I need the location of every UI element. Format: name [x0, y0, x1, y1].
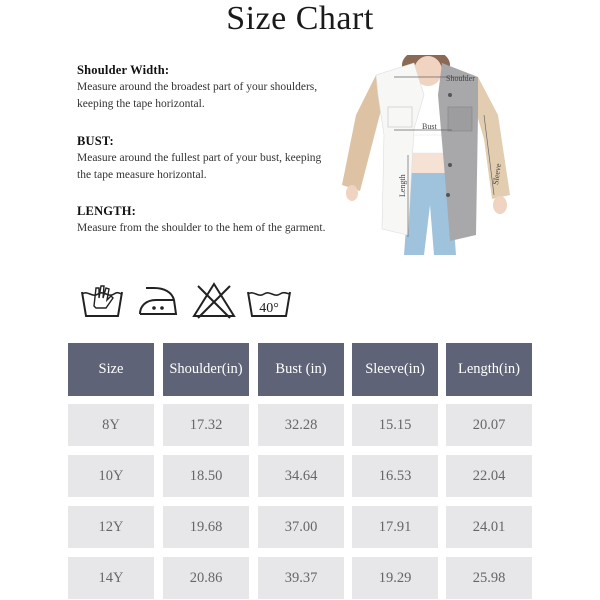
table-cell: 22.04 [446, 455, 532, 497]
section-text: Measure around the broadest part of your shoulders, keeping the tape horizontal. [77, 81, 318, 110]
section-text: Measure around the fullest part of your bust, keeping the tape measure horizontal. [77, 152, 322, 181]
wash-temp-label: 40° [259, 301, 279, 316]
page-title: Size Chart [226, 0, 374, 37]
table-cell: 16.53 [352, 455, 438, 497]
garment-photo [338, 55, 516, 255]
wash-40-icon [244, 280, 294, 320]
table-header: Length(in) [446, 343, 532, 396]
sleeve-label: Sleeve [491, 162, 503, 186]
table-cell: 20.86 [163, 557, 249, 599]
section-text: Measure from the shoulder to the hem of the garment. [77, 222, 326, 234]
table-cell: 37.00 [258, 506, 344, 548]
table-cell: 14Y [68, 557, 154, 599]
table-cell: 15.15 [352, 404, 438, 446]
table-cell: 24.01 [446, 506, 532, 548]
table-cell: 12Y [68, 506, 154, 548]
iron-low-icon [134, 280, 182, 320]
table-cell: 25.98 [446, 557, 532, 599]
length-label: Length [398, 174, 407, 197]
table-cell: 8Y [68, 404, 154, 446]
table-cell: 34.64 [258, 455, 344, 497]
section-heading: Shoulder Width: [77, 63, 170, 77]
table-cell: 39.37 [258, 557, 344, 599]
shoulder-width-section [77, 62, 337, 113]
shoulder-label: Shoulder [446, 74, 475, 83]
table-header: Size [68, 343, 154, 396]
table-cell: 32.28 [258, 404, 344, 446]
section-heading: LENGTH: [77, 204, 137, 218]
length-section [77, 203, 337, 237]
table-header: Sleeve(in) [352, 343, 438, 396]
table-cell: 20.07 [446, 404, 532, 446]
table-cell: 19.29 [352, 557, 438, 599]
table-cell: 10Y [68, 455, 154, 497]
table-cell: 17.91 [352, 506, 438, 548]
bust-section [77, 133, 337, 184]
table-header: Bust (in) [258, 343, 344, 396]
table-header: Shoulder(in) [163, 343, 249, 396]
table-cell: 19.68 [163, 506, 249, 548]
do-not-bleach-icon [190, 280, 238, 320]
table-cell: 17.32 [163, 404, 249, 446]
section-heading: BUST: [77, 134, 114, 148]
bust-label: Bust [422, 122, 437, 131]
table-cell: 18.50 [163, 455, 249, 497]
hand-wash-icon [78, 280, 126, 320]
